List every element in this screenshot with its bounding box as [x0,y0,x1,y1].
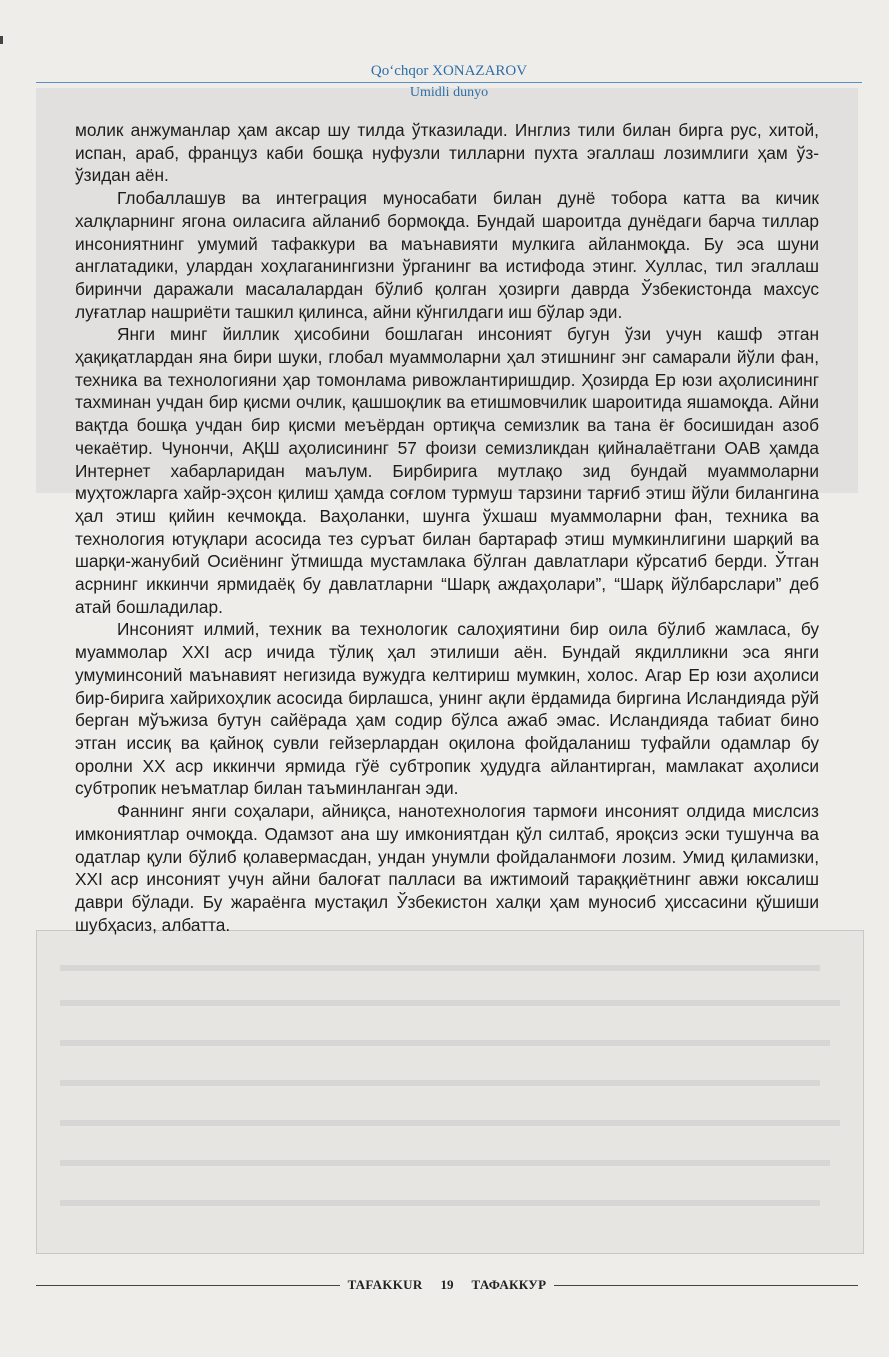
reverse-side-line [60,965,820,971]
reverse-side-line [60,1080,820,1086]
footer-rule-right [554,1285,858,1286]
footer-rule-left [36,1285,340,1286]
reverse-side-line [60,1160,830,1166]
scan-mark [0,36,3,44]
paragraph: Инсоният илмий, техник ва технологик салоҳиятини бир оила бўлиб жамласа, бу муаммолар XXI аср ичида тўлиқ ҳал этилиши аён. Бундай якдилликни эса янги умуминсоний маънавият негизида вужудга келтириш мумкин, холос. Агар Ер юзи аҳолиси бир-бирига хайрихоҳлик асосида бирлашса, унинг ақли ёрдамида биргина Исландияда рўй берган мўъжиза бутун сайёрада ҳам содир бўлса ажаб эмас. Исландияда табиат бино этган иссиқ ва қайноқ сувли гейзерлардан оқилона фойдаланиш туфайли одамлар бу оролни XX аср иккинчи ярмида гўё субтропик ҳудудга айлантирган, мамлакат аҳолиси субтропик неъматлар билан таъминланган эди. [75,619,819,799]
reverse-side-line [60,1120,840,1126]
reverse-side-line [60,1040,830,1046]
header-subtitle: Umidli dunyo [409,85,489,100]
footer-label-latin: TAFAKKUR [347,1277,423,1292]
paragraph: молик анжуманлар ҳам аксар шу тилда ўтказилади. Инглиз тили билан бирга рус, хитой, испан, араб, француз каби бошқа нуфузли тилларни пухта эгаллаш лозимлиги ҳам ўз-ўзидан аён. [75,120,819,186]
running-header [36,60,862,103]
footer-label-cyrillic: ТАФАККУР [471,1277,547,1292]
page-number: 19 [440,1277,454,1292]
page-footer [36,1277,858,1293]
paragraph: Янги минг йиллик ҳисобини бошлаган инсоният бугун ўзи учун кашф этган ҳақиқатлардан яна бири шуки, глобал муаммоларни ҳал этишнинг энг самарали йўли фан, техника ва технологияни ҳар томонлама ривожлантиришдир. Ҳозирда Ер юзи аҳолисининг тахминан учдан бир қисми очлик, қашшоқлик ва етишмовчилик шароитида яшамоқда. Айни вақтда бошқа учдан бир қисми меъёрдан ортиқча семизлик ва тана ёғ босишидан азоб чекаётир. Чунончи, АҚШ аҳолисининг 57 фоизи семизликдан қийналаётгани ОАВ ҳамда Интернет хабарларидан маълум. Бирбирига мутлақо зид бундай муаммоларни муҳтожларга хайр-эҳсон қилиш ҳамда соғлом турмуш тарзини тарғиб этиш йўли билангина ҳал этиш қийин кечмоқда. Ваҳоланки, шунга ўхшаш муаммоларни фан, техника ва технология ютуқлари асосида тез суръат билан бартараф этиш мумкинлигини шарқий ва шарқи-жанубий Осиёнинг ўтмишда мустамлака бўлган давлатлари кўрсатиб берди. Ўтган асрнинг иккинчи ярмидаёқ бу давлатларни “Шарқ аждаҳолари”, “Шарқ йўлбарслари” деб атай бошладилар. [75,324,819,617]
reverse-side-line [60,1200,820,1206]
header-author: Qo‘chqor XONAZAROV [370,63,528,79]
paragraph: Глобаллашув ва интеграция муносабати билан дунё тобора катта ва кичик халқларнинг ягона оиласига айланиб бормоқда. Бундай шароитда дунёдаги барча тиллар инсониятнинг умумий тафаккури ва маънавияти мулкига айланмоқда. Бу эса шуни англатадики, улардан хоҳлаганингизни ўрганинг ва истифода этинг. Хуллас, тил эгаллаш биринчи даражали масалалардан бўлиб қолган ҳозирги даврда Ўзбекистонда махсус луғатлар нашриёти ташкил қилинса, айни кўнгилдаги иш бўлар эди. [75,188,819,322]
reverse-side-line [60,1000,840,1006]
paragraph: Фаннинг янги соҳалари, айниқса, нанотехнология тармоғи инсоният олдида мислсиз имкониятлар очмоқда. Одамзот ана шу имкониятдан қўл силтаб, яроқсиз эски тушунча ва одатлар қули бўлиб қолавермасдан, ундан унумли фойдаланмоғи лозим. Умид қиламизки, XXI аср инсоният учун айни балоғат палласи ва ижтимоий тараққиётнинг авжи юксалиш даври бўлади. Бу жараёнга мустақил Ўзбекистон халқи ҳам муносиб ҳиссасини қўшиши шубҳасиз, албатта. [75,801,819,935]
article-body [75,119,819,936]
